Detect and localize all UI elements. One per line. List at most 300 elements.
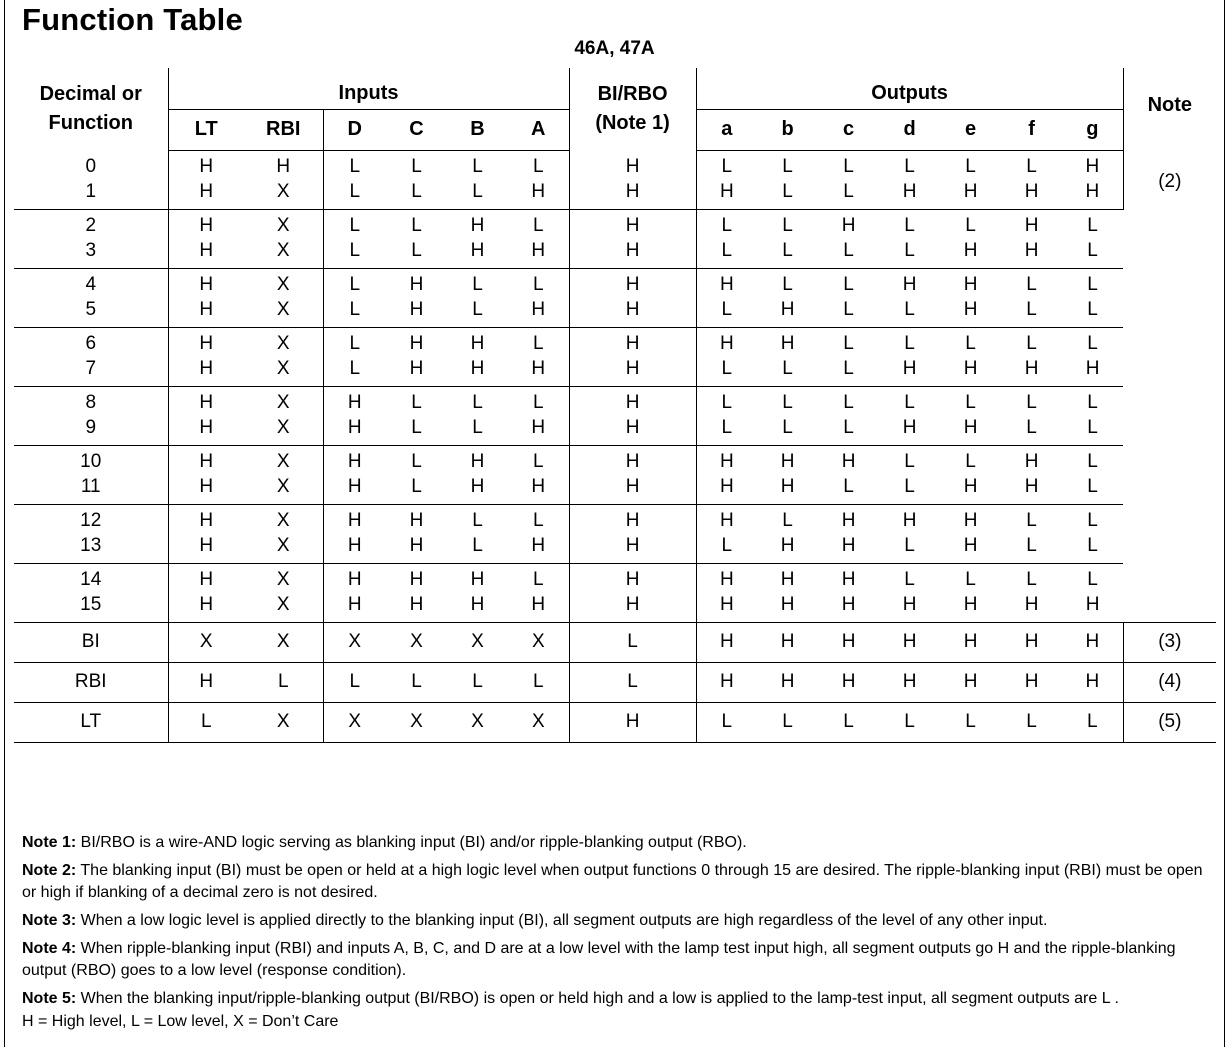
note-label: Note 2: — [22, 862, 77, 879]
table-cell: H — [1085, 156, 1100, 177]
note-cell: (4) — [1123, 662, 1216, 702]
table-cell: X — [244, 504, 323, 534]
table-cell: L — [1001, 563, 1062, 593]
table-cell: L — [843, 181, 854, 202]
table-cell: L — [508, 662, 569, 702]
table-cell: H — [818, 445, 879, 475]
table-cell: H — [323, 593, 386, 623]
table-cell: L — [879, 702, 940, 742]
table-cell: H — [386, 327, 447, 357]
table-cell: L — [696, 386, 757, 416]
table-cell: H — [902, 417, 917, 438]
table-cell: H — [569, 475, 696, 505]
header-output-a: a — [696, 109, 757, 150]
header-decimal: Decimal or Function — [39, 83, 142, 134]
table-cell: L — [472, 535, 483, 556]
row-label-cell: 9 — [85, 417, 97, 438]
table-cell: H — [757, 662, 818, 702]
table-cell: L — [940, 327, 1001, 357]
table-cell: L — [323, 268, 386, 298]
table-cell: L — [1001, 268, 1062, 298]
table-cell: L — [323, 180, 386, 210]
table-cell: H — [902, 358, 917, 379]
table-cell: H — [323, 386, 386, 416]
table-cell: L — [696, 209, 757, 239]
table-cell: L — [411, 181, 422, 202]
note-cell-merged: (2) — [1123, 150, 1216, 209]
legend: H = High level, L = Low level, X = Don’t Care — [22, 1013, 339, 1030]
table-cell: L — [757, 504, 818, 534]
header-output-e: e — [940, 109, 1001, 150]
note-text: The blanking input (BI) must be open or held at a high logic level when output functions 0 through 15 are desired. The ripple-blanking input (RBI) must be open or high if blanking of a decimal zero is not desired. — [22, 862, 1203, 901]
table-cell: X — [276, 476, 290, 497]
table-cell: X — [447, 622, 508, 662]
table-cell: L — [1062, 504, 1123, 534]
table-cell: L — [323, 357, 386, 387]
table-cell: H — [168, 239, 244, 269]
table-cell: H — [168, 180, 244, 210]
table-cell: L — [1087, 476, 1098, 497]
table-cell: H — [168, 504, 244, 534]
table-cell: L — [508, 386, 569, 416]
table-row-special — [14, 662, 1216, 702]
table-cell: H — [879, 268, 940, 298]
table-cell: L — [696, 702, 757, 742]
table-cell: L — [879, 386, 940, 416]
table-cell: H — [841, 535, 856, 556]
table-cell: L — [940, 445, 1001, 475]
table-cell: L — [879, 563, 940, 593]
table-cell: L — [879, 209, 940, 239]
table-cell: L — [508, 327, 569, 357]
table-cell: L — [1062, 209, 1123, 239]
note-label: Note 1: — [22, 834, 77, 851]
table-row — [14, 268, 1216, 298]
table-cell: L — [1062, 563, 1123, 593]
table-cell: H — [963, 535, 978, 556]
table-cell: H — [323, 445, 386, 475]
table-cell: X — [323, 702, 386, 742]
table-cell: H — [818, 622, 879, 662]
table-cell: L — [782, 181, 793, 202]
table-cell: L — [386, 445, 447, 475]
header-bi-rbo — [569, 68, 696, 150]
header-input-c: C — [386, 109, 447, 150]
table-cell: L — [508, 504, 569, 534]
table-cell: H — [386, 563, 447, 593]
table-cell: L — [879, 327, 940, 357]
table-cell: H — [780, 299, 795, 320]
notes-section — [22, 832, 1212, 1016]
table-cell: X — [276, 594, 290, 615]
table-cell: L — [1062, 386, 1123, 416]
table-row — [14, 475, 1216, 505]
table-cell: H — [1024, 240, 1039, 261]
table-cell: H — [569, 593, 696, 623]
table-cell: L — [1026, 156, 1037, 177]
table-cell: H — [696, 504, 757, 534]
table-cell: H — [902, 181, 917, 202]
table-row — [14, 239, 1216, 269]
table-cell: L — [1026, 417, 1037, 438]
table-cell: H — [168, 593, 244, 623]
table-cell: X — [276, 299, 290, 320]
table-cell: L — [411, 156, 422, 177]
table-cell: L — [818, 386, 879, 416]
table-cell: H — [1062, 662, 1123, 702]
table-cell: L — [532, 156, 544, 177]
header-inputs: Inputs — [168, 68, 569, 109]
table-cell: H — [531, 181, 546, 202]
table-cell: H — [447, 563, 508, 593]
table-cell: H — [168, 416, 244, 446]
table-cell: H — [386, 504, 447, 534]
note-5 — [22, 988, 1212, 1010]
table-cell: H — [757, 445, 818, 475]
table-cell: H — [696, 662, 757, 702]
table-cell: H — [409, 358, 424, 379]
row-label-cell: 1 — [85, 181, 97, 202]
table-cell: H — [841, 594, 856, 615]
row-label-cell: 6 — [14, 327, 168, 357]
table-cell: H — [1085, 181, 1100, 202]
table-cell: H — [780, 535, 795, 556]
table-cell: L — [323, 239, 386, 269]
table-cell: L — [386, 662, 447, 702]
table-cell: L — [696, 150, 757, 180]
table-cell: X — [244, 209, 323, 239]
table-cell: H — [386, 268, 447, 298]
table-cell: H — [879, 622, 940, 662]
table-cell: H — [963, 299, 978, 320]
table-cell: H — [696, 327, 757, 357]
table-cell: L — [508, 445, 569, 475]
table-cell: H — [168, 150, 244, 180]
table-cell: L — [508, 209, 569, 239]
row-label-cell: 12 — [14, 504, 168, 534]
header-outputs: Outputs — [696, 68, 1123, 109]
table-cell: X — [244, 622, 323, 662]
table-cell: H — [531, 299, 546, 320]
table-row — [14, 150, 1216, 180]
table-cell: L — [1026, 299, 1037, 320]
table-cell: H — [569, 327, 696, 357]
table-row-special — [14, 622, 1216, 662]
table-cell: L — [508, 563, 569, 593]
table-cell: L — [843, 240, 854, 261]
table-cell: H — [569, 445, 696, 475]
table-cell: L — [757, 386, 818, 416]
row-label-cell: 14 — [14, 563, 168, 593]
table-cell: L — [1001, 702, 1062, 742]
table-cell: L — [447, 504, 508, 534]
header-output-f: f — [1001, 109, 1062, 150]
table-cell: H — [1024, 358, 1039, 379]
row-label-cell: 2 — [14, 209, 168, 239]
note-1 — [22, 832, 1212, 854]
table-cell: H — [447, 445, 508, 475]
table-cell: H — [168, 534, 244, 564]
note-text: When the blanking input/ripple-blanking output (BI/RBO) is open or held high and a low is applied to the lamp-test input, all segment outputs are L . — [76, 990, 1119, 1007]
table-row — [14, 416, 1216, 446]
table-cell: H — [168, 298, 244, 328]
row-label-cell: 5 — [85, 299, 97, 320]
table-cell: L — [696, 534, 757, 564]
table-cell: L — [904, 535, 915, 556]
table-cell: H — [323, 416, 386, 446]
table-cell: L — [940, 702, 1001, 742]
table-cell: H — [879, 504, 940, 534]
table-cell: H — [323, 475, 386, 505]
row-label-cell: 15 — [80, 594, 102, 615]
table-cell: H — [696, 593, 757, 623]
table-cell: H — [531, 240, 546, 261]
table-cell: H — [1001, 622, 1062, 662]
table-cell: L — [782, 156, 793, 177]
row-label-cell: 7 — [85, 358, 97, 379]
table-cell: H — [818, 563, 879, 593]
table-cell: L — [1001, 386, 1062, 416]
table-cell: X — [276, 417, 290, 438]
table-cell: L — [843, 358, 854, 379]
table-cell: X — [276, 535, 290, 556]
table-row — [14, 180, 1216, 210]
table-cell: H — [531, 535, 546, 556]
table-cell: H — [1024, 181, 1039, 202]
row-label-cell: 13 — [80, 535, 102, 556]
table-cell: L — [1026, 535, 1037, 556]
table-cell: H — [447, 327, 508, 357]
table-cell: X — [244, 386, 323, 416]
header-input-rbi: RBI — [244, 109, 323, 150]
table-cell: H — [409, 299, 424, 320]
table-cell: H — [168, 268, 244, 298]
table-cell: L — [818, 702, 879, 742]
table-cell: H — [569, 357, 696, 387]
table-cell: H — [323, 563, 386, 593]
table-cell: H — [757, 327, 818, 357]
table-cell: H — [696, 268, 757, 298]
table-cell: L — [447, 268, 508, 298]
table-cell: H — [879, 662, 940, 702]
table-cell: H — [470, 594, 485, 615]
table-cell: L — [386, 209, 447, 239]
table-cell: L — [508, 268, 569, 298]
table-cell: L — [472, 181, 483, 202]
table-cell: H — [757, 622, 818, 662]
table-row — [14, 209, 1216, 239]
header-bi-rbo-note: (Note 1) — [595, 112, 670, 134]
header-bi-rbo-label: BI/RBO — [597, 83, 668, 105]
row-label-cell: BI — [14, 622, 168, 662]
table-cell: H — [569, 209, 696, 239]
table-cell: L — [411, 240, 422, 261]
table-cell: L — [411, 476, 422, 497]
function-table — [14, 68, 1216, 743]
table-cell: L — [323, 662, 386, 702]
table-cell: X — [508, 622, 569, 662]
table-cell: L — [244, 662, 323, 702]
table-cell: L — [1087, 240, 1098, 261]
header-input-b: B — [447, 109, 508, 150]
table-subtitle: 46A, 47A — [574, 38, 655, 59]
table-cell: H — [168, 475, 244, 505]
table-cell: H — [963, 476, 978, 497]
table-cell: L — [569, 662, 696, 702]
note-label: Note 3: — [22, 912, 77, 929]
table-cell: L — [757, 209, 818, 239]
table-cell: L — [904, 240, 915, 261]
row-label-cell: 4 — [14, 268, 168, 298]
table-cell: H — [963, 181, 978, 202]
header-output-d: d — [879, 109, 940, 150]
table-cell: H — [323, 504, 386, 534]
table-cell: L — [472, 417, 483, 438]
table-cell: H — [940, 268, 1001, 298]
table-cell: H — [569, 150, 696, 180]
note-text: BI/RBO is a wire-AND logic serving as blanking input (BI) and/or ripple-blanking output (RBO). — [76, 834, 747, 851]
table-cell: H — [569, 416, 696, 446]
table-cell: L — [1087, 535, 1098, 556]
table-cell: H — [531, 358, 546, 379]
table-cell: H — [276, 156, 291, 177]
table-cell: H — [818, 504, 879, 534]
table-row — [14, 593, 1216, 623]
table-cell: L — [1087, 299, 1098, 320]
table-cell: L — [965, 156, 976, 177]
table-cell: H — [168, 357, 244, 387]
table-cell: X — [508, 702, 569, 742]
table-cell: X — [244, 702, 323, 742]
table-cell: L — [472, 156, 483, 177]
table-cell: L — [1062, 268, 1123, 298]
table-cell: L — [757, 702, 818, 742]
table-cell: H — [1085, 594, 1100, 615]
table-cell: H — [940, 662, 1001, 702]
table-cell: L — [696, 357, 757, 387]
table-row — [14, 327, 1216, 357]
table-cell: L — [782, 240, 793, 261]
table-cell: L — [168, 702, 244, 742]
table-cell: H — [569, 534, 696, 564]
table-cell: L — [569, 622, 696, 662]
table-cell: X — [244, 563, 323, 593]
table-cell: L — [323, 298, 386, 328]
row-label-cell: RBI — [14, 662, 168, 702]
table-cell: H — [569, 180, 696, 210]
table-cell: H — [168, 445, 244, 475]
table-cell: L — [843, 156, 854, 177]
table-cell: L — [879, 445, 940, 475]
table-cell: L — [843, 476, 854, 497]
note-cell: (5) — [1123, 702, 1216, 742]
table-cell: L — [447, 662, 508, 702]
row-label-cell: 10 — [14, 445, 168, 475]
table-cell: H — [1001, 209, 1062, 239]
table-cell: H — [569, 702, 696, 742]
table-cell: H — [1024, 594, 1039, 615]
table-cell: H — [168, 662, 244, 702]
table-cell: H — [447, 209, 508, 239]
table-cell: L — [386, 386, 447, 416]
row-label-cell: 8 — [14, 386, 168, 416]
table-cell: L — [696, 298, 757, 328]
table-cell: L — [843, 417, 854, 438]
header-output-c: c — [818, 109, 879, 150]
table-cell: L — [940, 563, 1001, 593]
table-row — [14, 563, 1216, 593]
table-cell: L — [782, 358, 793, 379]
note-4 — [22, 938, 1212, 982]
table-cell: X — [276, 240, 290, 261]
table-cell: H — [569, 504, 696, 534]
row-label-cell: 0 — [85, 155, 97, 177]
header-input-lt: LT — [168, 109, 244, 150]
table-cell: X — [386, 702, 447, 742]
table-cell: H — [1024, 476, 1039, 497]
table-cell: H — [531, 417, 546, 438]
table-cell: L — [904, 299, 915, 320]
table-row-special — [14, 702, 1216, 742]
table-cell: H — [569, 268, 696, 298]
table-cell: H — [818, 209, 879, 239]
table-cell: H — [409, 535, 424, 556]
note-2 — [22, 860, 1212, 904]
table-cell: H — [780, 594, 795, 615]
table-cell: L — [1001, 327, 1062, 357]
table-cell: H — [963, 240, 978, 261]
page-title: Function Table — [22, 2, 243, 37]
table-cell: L — [904, 476, 915, 497]
table-cell: L — [940, 209, 1001, 239]
table-cell: X — [244, 327, 323, 357]
table-cell: L — [1062, 327, 1123, 357]
table-cell: H — [569, 386, 696, 416]
table-cell: H — [569, 298, 696, 328]
table-cell: H — [1085, 358, 1100, 379]
table-cell: X — [244, 445, 323, 475]
table-cell: H — [531, 476, 546, 497]
table-cell: L — [782, 417, 793, 438]
table-cell: H — [470, 240, 485, 261]
table-row — [14, 534, 1216, 564]
table-cell: H — [963, 594, 978, 615]
table-cell: H — [470, 476, 485, 497]
table-cell: H — [569, 563, 696, 593]
table-cell: H — [818, 662, 879, 702]
table-cell: H — [940, 622, 1001, 662]
table-row — [14, 357, 1216, 387]
table-cell: L — [696, 239, 757, 269]
note-label: Note 5: — [22, 990, 77, 1007]
note-3 — [22, 910, 1212, 932]
table-cell: X — [386, 622, 447, 662]
table-cell: X — [244, 268, 323, 298]
table-cell: H — [780, 476, 795, 497]
table-cell: H — [470, 358, 485, 379]
table-cell: L — [757, 268, 818, 298]
table-cell: H — [1001, 445, 1062, 475]
table-cell: H — [757, 563, 818, 593]
table-cell: L — [1087, 417, 1098, 438]
row-label-cell: 11 — [80, 476, 101, 497]
table-row — [14, 298, 1216, 328]
table-cell: H — [323, 534, 386, 564]
header-input-d: D — [323, 109, 386, 150]
table-cell: H — [902, 594, 917, 615]
table-row — [14, 504, 1216, 534]
header-input-a: A — [508, 109, 569, 150]
